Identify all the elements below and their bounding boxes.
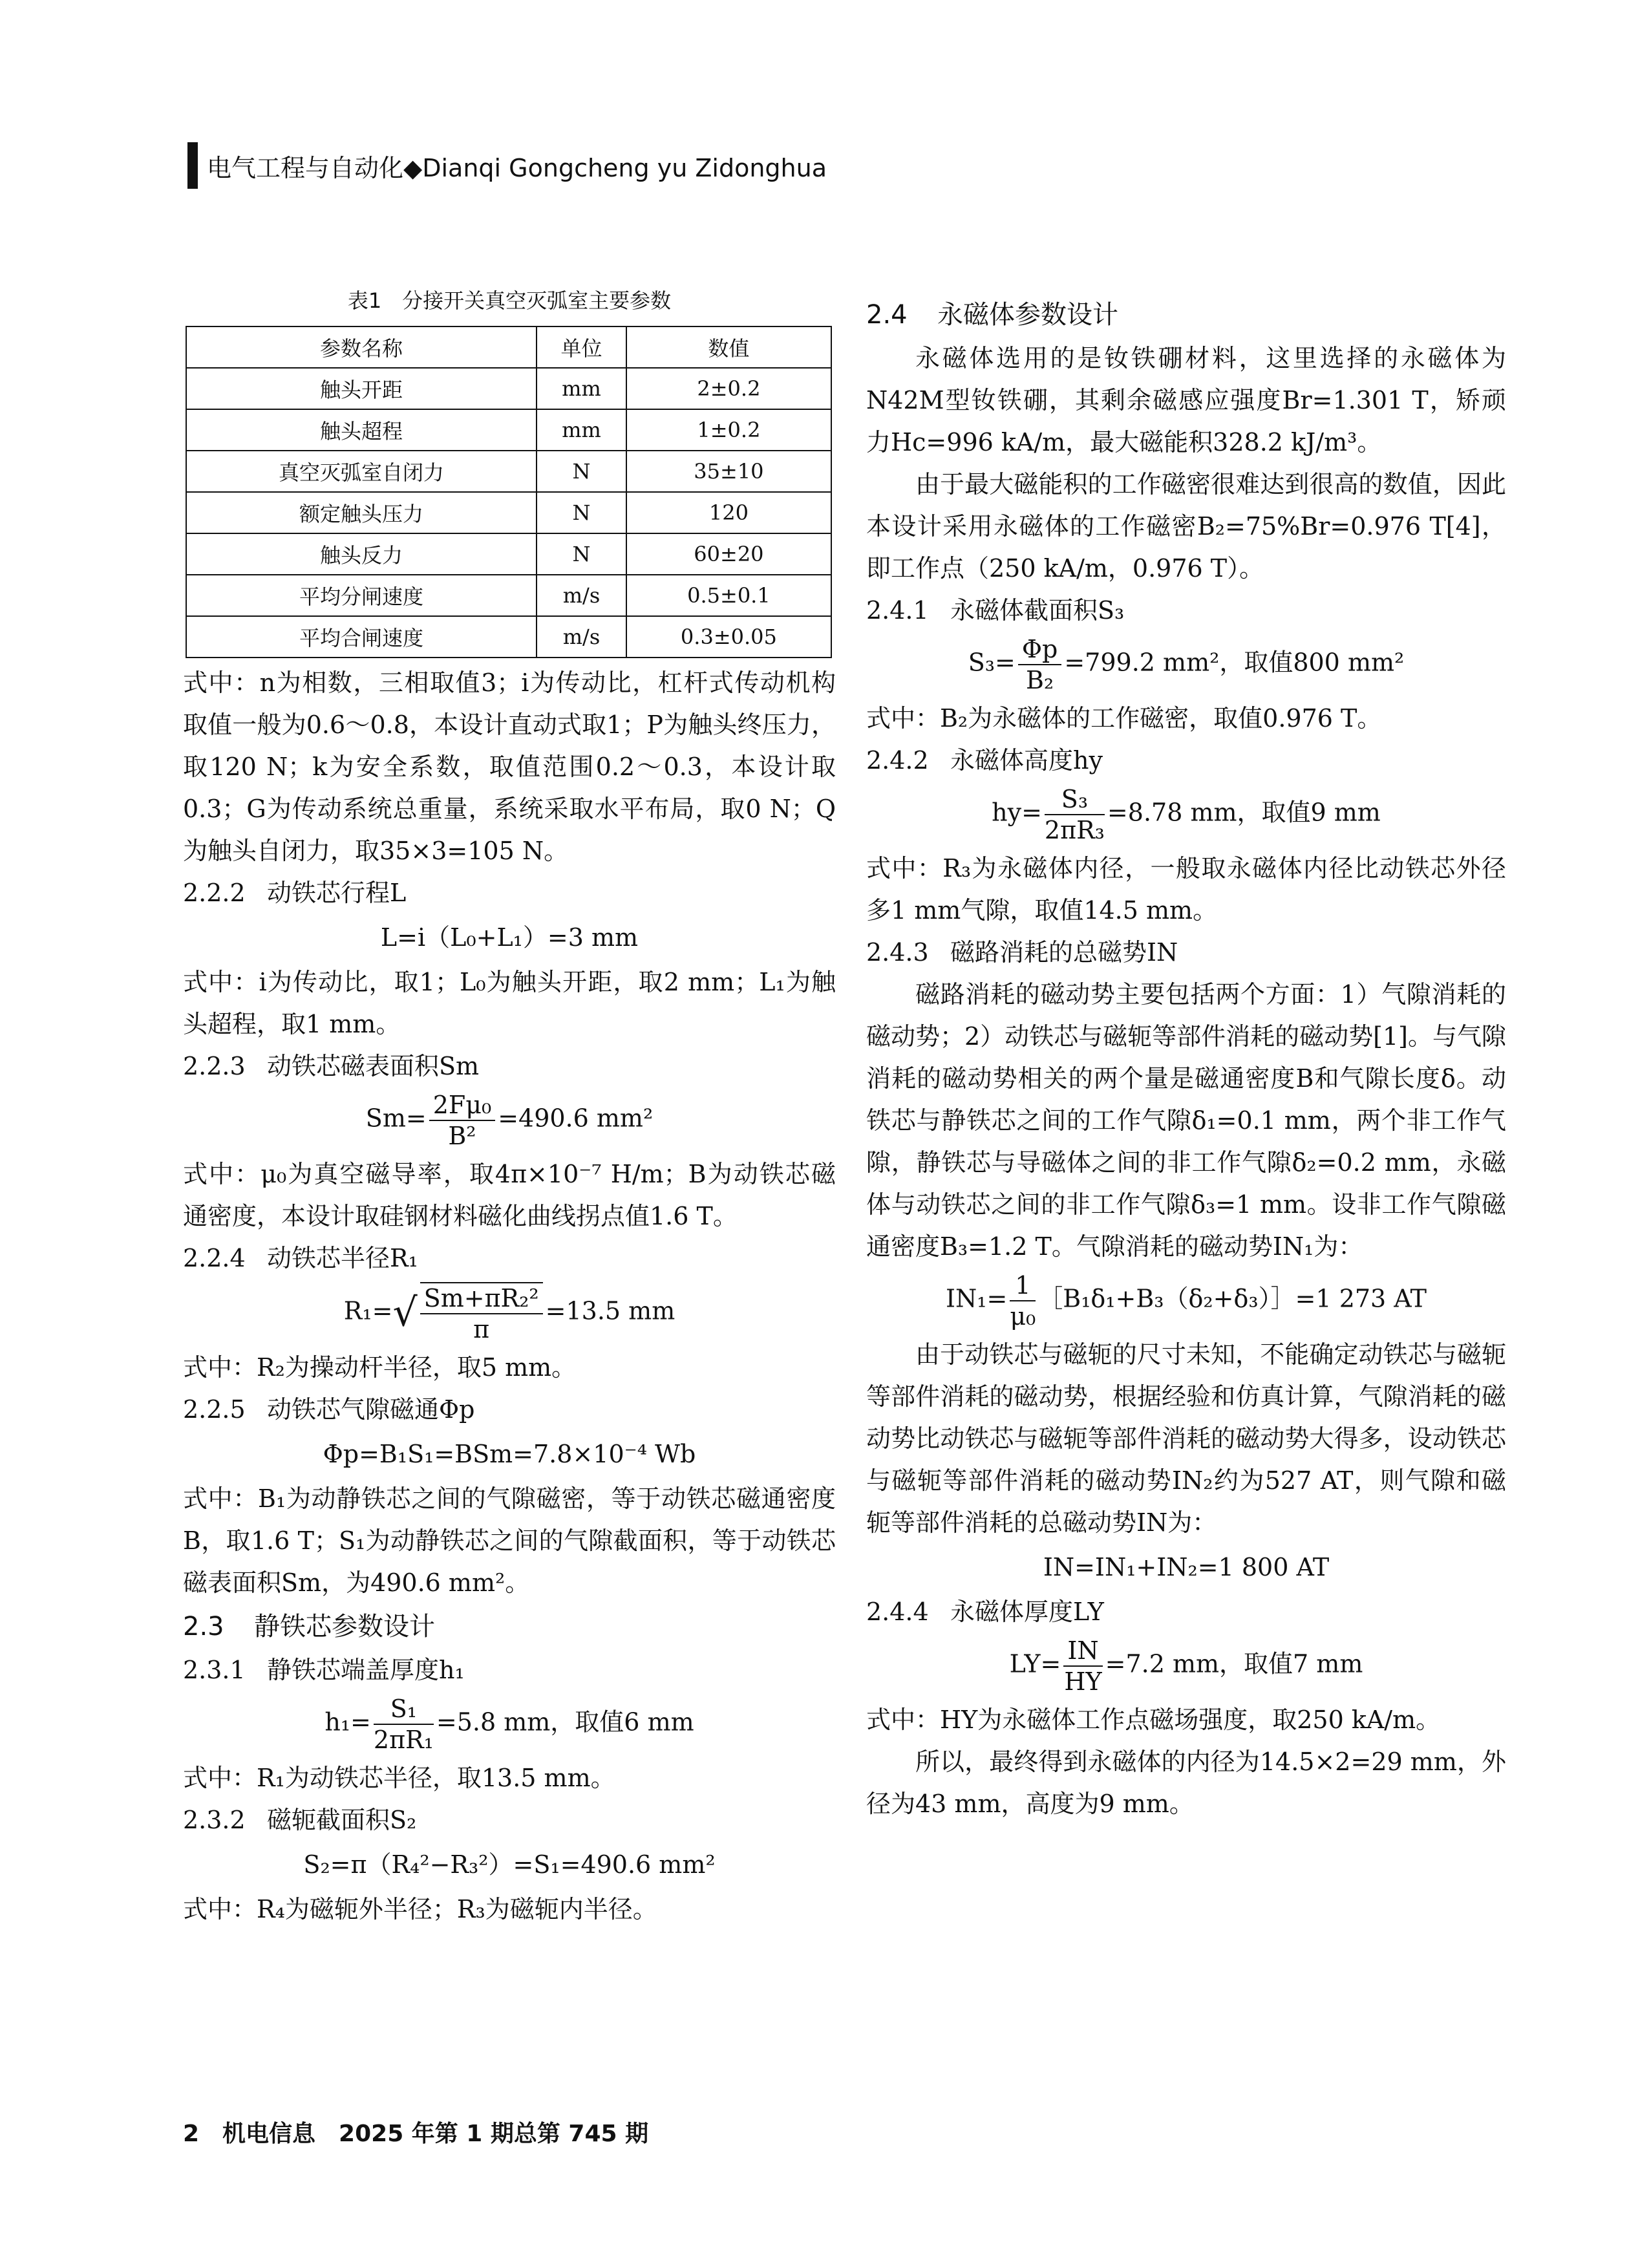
table-cell: N (537, 492, 626, 533)
page-footer: 2 机电信息 2025 年第 1 期总第 745 期 (183, 2121, 649, 2147)
table-cell: 额定触头压力 (186, 492, 537, 533)
table-cell: 120 (626, 492, 831, 533)
table-cell: 真空灭弧室自闭力 (186, 451, 537, 492)
table-cell: 2±0.2 (626, 368, 831, 409)
subsection-heading: 2.2.5 动铁芯气隙磁通Φp (183, 1395, 475, 1424)
equation: R₁=√ $\frac{\text{Sm+πR₂²}}{\pi}$ =13.5 mm (183, 1282, 836, 1344)
table-body (186, 368, 831, 658)
equation: IN=IN₁+IN₂=1 800 AT (1043, 1553, 1330, 1581)
table-row (186, 616, 831, 658)
header-bar (187, 142, 198, 189)
paragraph: 所以，最终得到永磁体的内径为14.5×2=29 mm，外径为43 mm，高度为9 mm。 (866, 1748, 1506, 1818)
table-row (186, 409, 831, 451)
subsection-heading: 2.3.2 磁轭截面积S₂ (183, 1806, 417, 1834)
left-column (183, 284, 836, 1931)
paragraph: 磁路消耗的磁动势主要包括两个方面：1）气隙消耗的磁动势；2）动铁芯与磁轭等部件消耗的磁动势[1]。与气隙消耗的磁动势相关的两个量是磁通密度B和气隙长度δ。动铁芯与静铁芯之间的工作气隙δ₁=0.1 mm，两个非工作气隙，静铁芯与导磁体之间的非工作气隙δ₂=0.2 mm，永磁体与动铁芯之间的非工作气隙δ₃=1 mm。设非工作气隙磁通密度B₃=1.2 T。气隙消耗的磁动势IN₁为： (866, 980, 1507, 1261)
subsection-heading: 2.4.3 磁路消耗的总磁势IN (866, 938, 1178, 967)
table-cell: 60±20 (626, 533, 831, 575)
subsection-heading: 2.3.1 静铁芯端盖厚度h₁ (183, 1656, 465, 1684)
table-cell: 0.3±0.05 (626, 616, 831, 658)
table-cell: 平均合闸速度 (186, 616, 537, 658)
paragraph: 式中：R₁为动铁芯半径，取13.5 mm。 (183, 1764, 615, 1792)
equation: h₁= $\frac{\text{S₁}}{\text{2πR₁}}$ =5.8 mm，取值6 mm (324, 1695, 694, 1754)
right-column (866, 292, 1506, 1825)
paragraph: 由于动铁芯与磁轭的尺寸未知，不能确定动铁芯与磁轭等部件消耗的磁动势，根据经验和仿真计算，气隙消耗的磁动势比动铁芯与磁轭等部件消耗的磁动势大得多，设动铁芯与磁轭等部件消耗的磁动势IN₂约为527 AT，则气隙和磁轭等部件消耗的总磁动势IN为： (866, 1340, 1506, 1537)
subsection-heading: 2.2.4 动铁芯半径R₁ (183, 1244, 418, 1272)
table-cell: N (537, 533, 626, 575)
running-header (187, 146, 827, 185)
subsection-heading: 2.2.3 动铁芯磁表面积Sm (183, 1052, 480, 1080)
equation: Φp=B₁S₁=BSm=7.8×10⁻⁴ Wb (323, 1440, 696, 1468)
column-header: 单位 (537, 326, 626, 368)
subsection-heading: 2.4.1 永磁体截面积S₃ (866, 596, 1125, 625)
table-cell: mm (537, 368, 626, 409)
paragraph: 式中：i为传动比，取1；L₀为触头开距，取2 mm；L₁为触头超程，取1 mm。 (183, 968, 836, 1038)
paragraph: 式中：B₂为永磁体的工作磁密，取值0.976 T。 (866, 704, 1382, 733)
table-cell: m/s (537, 575, 626, 616)
table-row (186, 575, 831, 616)
paragraph: 式中：R₂为操动杆半径，取5 mm。 (183, 1353, 577, 1382)
paragraph: 由于最大磁能积的工作磁密很难达到很高的数值，因此本设计采用永磁体的工作磁密B₂=75%Br=0.976 T[4]，即工作点（250 kA/m，0.976 T）。 (866, 470, 1506, 583)
subsection-heading: 2.2.2 动铁芯行程L (183, 879, 407, 907)
table-row (186, 492, 831, 533)
column-header: 数值 (626, 326, 831, 368)
section-heading: 2.3 静铁芯参数设计 (183, 1612, 435, 1642)
journal-title: 电气工程与自动化◆Dianqi Gongcheng yu Zidonghua (207, 153, 827, 182)
table-row (186, 533, 831, 575)
paragraph: 式中：n为相数，三相取值3；i为传动比，杠杆式传动机构取值一般为0.6～0.8，本设计直动式取1；P为触头终压力，取120 N；k为安全系数，取值范围0.2～0.3，本设计取0.3；G为传动系统总重量，系统采取水平布局，取0 N；Q为触头自闭力，取35×3=105 N。 (183, 669, 836, 865)
equation: S₂=π（R₄²−R₃²）=S₁=490.6 mm² (303, 1850, 716, 1879)
table-cell: 触头反力 (186, 533, 537, 575)
paragraph: 式中：R₃为永磁体内径，一般取永磁体内径比动铁芯外径多1 mm气隙，取值14.5 mm。 (866, 854, 1506, 925)
table-header-row (186, 326, 831, 368)
table-cell: N (537, 451, 626, 492)
paragraph: 永磁体选用的是钕铁硼材料，这里选择的永磁体为N42M型钕铁硼，其剩余磁感应强度Br=1.301 T，矫顽力Hc=996 kA/m，最大磁能积328.2 kJ/m³。 (866, 344, 1506, 456)
table-cell: mm (537, 409, 626, 451)
subsection-heading: 2.4.2 永磁体高度hy (866, 746, 1103, 775)
paragraph: 式中：R₄为磁轭外半径；R₃为磁轭内半径。 (183, 1895, 657, 1923)
column-header: 参数名称 (186, 326, 537, 368)
table-cell: 平均分闸速度 (186, 575, 537, 616)
parameter-table (186, 326, 832, 658)
equation: IN₁= $\frac{1}{\text{μ₀}}$ ［B₁δ₁+B₃（δ₂+δ₃）］=1 273 AT (945, 1271, 1427, 1331)
subsection-heading: 2.4.4 永磁体厚度LY (866, 1598, 1104, 1626)
equation: Sm= $\frac{\text{2Fμ₀}}{\text{B²}}$ =490.6 mm² (365, 1091, 654, 1150)
table-caption: 表1 分接开关真空灭弧室主要参数 (347, 288, 672, 313)
paragraph: 式中：B₁为动静铁芯之间的气隙磁密，等于动铁芯磁通密度B，取1.6 T；S₁为动静铁芯之间的气隙截面积，等于动铁芯磁表面积Sm，为490.6 mm²。 (183, 1484, 836, 1597)
paragraph: 式中：HY为永磁体工作点磁场强度，取250 kA/m。 (866, 1706, 1441, 1734)
section-heading: 2.4 永磁体参数设计 (866, 300, 1118, 330)
table-cell: 触头开距 (186, 368, 537, 409)
table-cell: 35±10 (626, 451, 831, 492)
equation: L=i（L₀+L₁）=3 mm (380, 923, 639, 952)
table-cell: m/s (537, 616, 626, 658)
table-row (186, 451, 831, 492)
equation: S₃= $\frac{\Phi p}{\text{B₂}}$ =799.2 mm²，取值800 mm² (968, 635, 1405, 694)
table-cell: 0.5±0.1 (626, 575, 831, 616)
table-cell: 1±0.2 (626, 409, 831, 451)
table-cell: 触头超程 (186, 409, 537, 451)
table-row (186, 368, 831, 409)
paragraph: 式中：μ₀为真空磁导率，取4π×10⁻⁷ H/m；B为动铁芯磁通密度，本设计取硅钢材料磁化曲线拐点值1.6 T。 (183, 1160, 836, 1230)
equation: LY= $\frac{IN}{HY}$ =7.2 mm，取值7 mm (1009, 1636, 1363, 1696)
equation: hy= $\frac{\text{S₃}}{\text{2πR₃}}$ =8.78 mm，取值9 mm (992, 785, 1381, 844)
